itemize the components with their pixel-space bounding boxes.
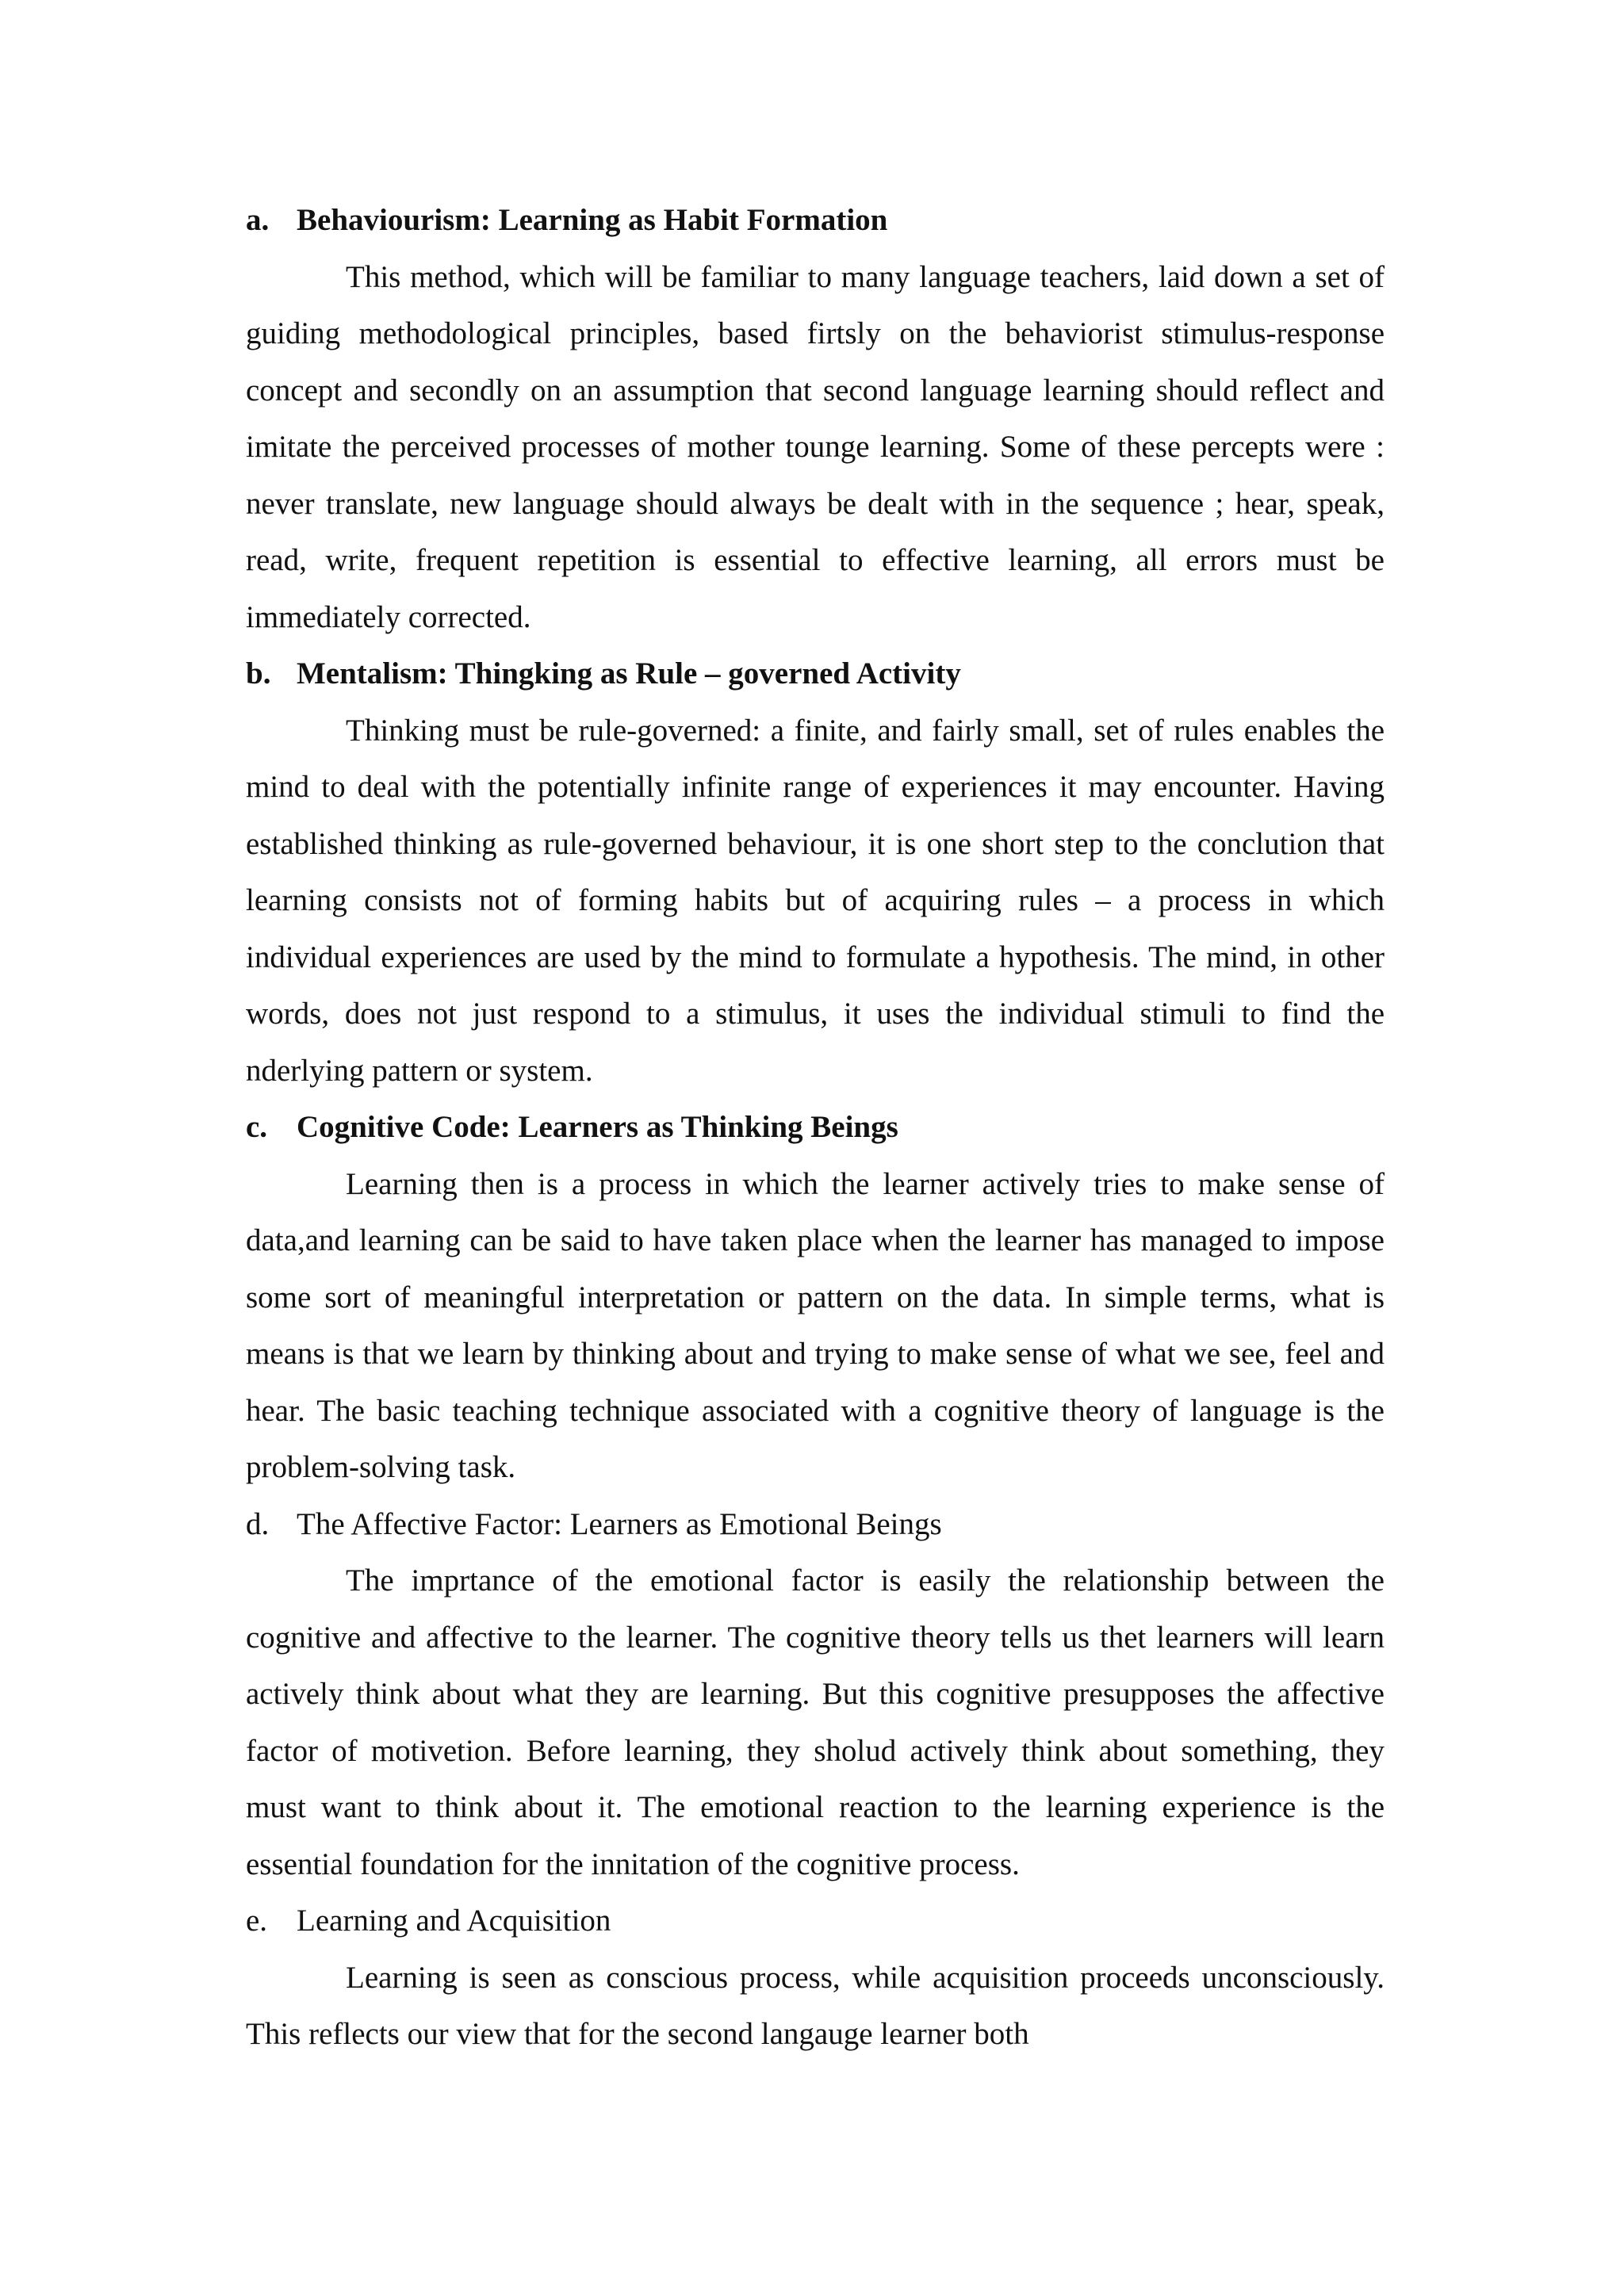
section-marker: e. xyxy=(246,1904,268,1938)
section-title: Learning and Acquisition xyxy=(297,1904,611,1938)
section-paragraph: The imprtance of the emotional factor is easily the relationship between the cognitive and affective to the learner. The cognitive theory tells us thet learners will learn actively think about what they are learning. But this cognitive presupposes the affective factor of motivetion. Before learning, they sholud actively think about something, they must want to think about it. The emotional reaction to the learning experience is the essential foundation for the innitation of the cognitive process. xyxy=(246,1563,1385,1881)
section-paragraph: Thinking must be rule-governed: a finite, and fairly small, set of rules enables the mind to deal with the potentially infinite range of experiences it may encounter. Having established thinking as rule-governed behaviour, it is one short step to the conclution that learning consists not of forming habits but of acquiring rules – a process in which individual experiences are used by the mind to formulate a hypothesis. The mind, in other words, does not just respond to a stimulus, it uses the individual stimuli to find the nderlying pattern or system. xyxy=(246,713,1385,1088)
section-heading xyxy=(246,192,1385,249)
section-title: The Affective Factor: Learners as Emotional Beings xyxy=(297,1506,942,1541)
section-marker: c. xyxy=(246,1110,268,1144)
section-marker: b. xyxy=(246,656,271,691)
section-mentalism xyxy=(246,645,1385,1099)
section-title: Cognitive Code: Learners as Thinking Beings xyxy=(297,1110,898,1144)
section-affective-factor xyxy=(246,1496,1385,1893)
section-cognitive-code xyxy=(246,1099,1385,1496)
section-marker: a. xyxy=(246,203,270,237)
section-heading xyxy=(246,645,1385,702)
section-behaviourism xyxy=(246,192,1385,645)
section-paragraph: Learning then is a process in which the learner actively tries to make sense of data,and learning can be said to have taken place when the learner has managed to impose some sort of meaningful interpretation or pattern on the data. In simple terms, what is means is that we learn by thinking about and trying to make sense of what we see, feel and hear. The basic teaching technique associated with a cognitive theory of language is the problem-solving task. xyxy=(246,1166,1385,1484)
section-marker: d. xyxy=(246,1506,270,1541)
section-paragraph: This method, which will be familiar to many language teachers, laid down a set of guiding methodological principles, based firtsly on the behaviorist stimulus-response concept and secondly on an assumption that second language learning should reflect and imitate the perceived processes of mother tounge learning. Some of these percepts were : never translate, new language should always be dealt with in the sequence ; hear, speak, read, write, frequent repetition is essential to effective learning, all errors must be immediately corrected. xyxy=(246,259,1385,634)
section-title: Behaviourism: Learning as Habit Formation xyxy=(297,203,888,237)
section-heading xyxy=(246,1099,1385,1156)
section-title: Mentalism: Thingking as Rule – governed Activity xyxy=(297,656,961,691)
section-learning-acquisition xyxy=(246,1892,1385,2063)
section-heading xyxy=(246,1892,1385,1950)
section-paragraph: Learning is seen as conscious process, while acquisition proceeds unconsciously. This reflects our view that for the second langauge learner both xyxy=(246,1960,1385,2051)
section-heading xyxy=(246,1496,1385,1553)
document-body xyxy=(246,192,1385,2063)
